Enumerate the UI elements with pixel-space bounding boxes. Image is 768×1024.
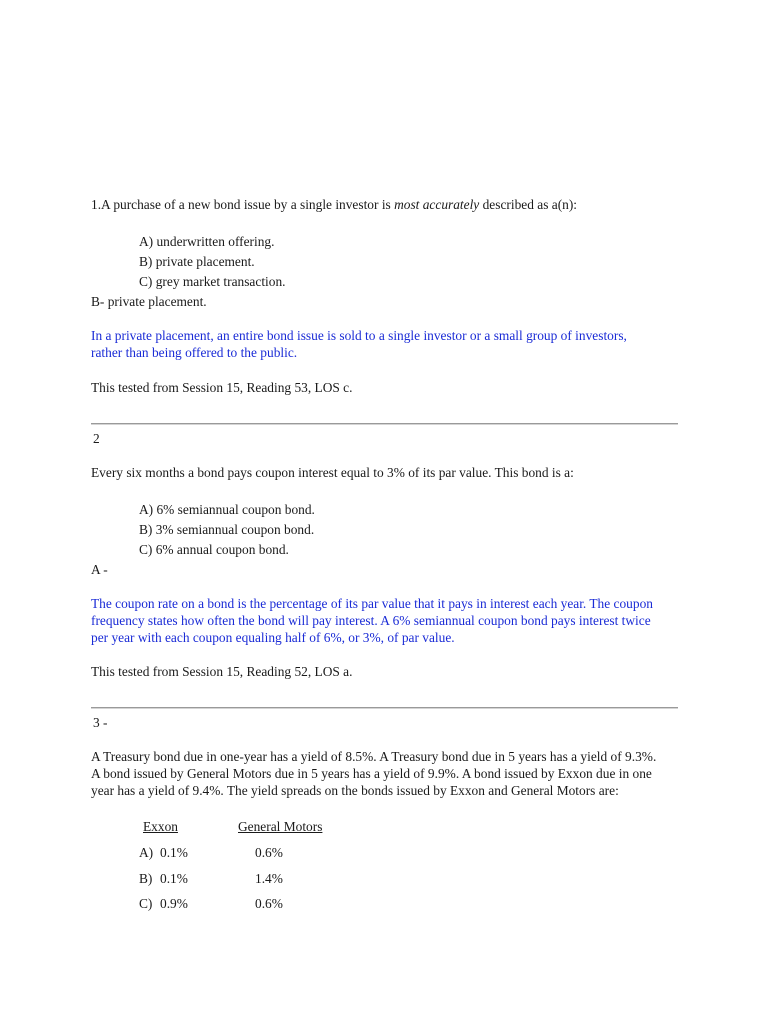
q3-row-gm-c: 0.6%	[255, 896, 283, 911]
q1-tested: This tested from Session 15, Reading 53, LOS c.	[91, 380, 353, 395]
q3-stem-line-3: year has a yield of 9.4%. The yield spreads on the bonds issued by Exxon and General Motors are:	[91, 783, 619, 798]
q3-row-exxon-a: 0.1%	[160, 845, 188, 860]
q2-explanation-line-1: The coupon rate on a bond is the percentage of its par value that it pays in interest each year. The coupon	[91, 596, 653, 611]
q3-row-gm-a: 0.6%	[255, 845, 283, 860]
q3-row-exxon-c: 0.9%	[160, 896, 188, 911]
q1-option-a: A) underwritten offering.	[139, 234, 275, 249]
q3-header-exxon: Exxon	[143, 819, 178, 834]
q3-row-label-a: A)	[139, 845, 154, 860]
divider	[91, 707, 678, 709]
q3-row-exxon-b: 0.1%	[160, 871, 188, 886]
q3-row-label-b: B)	[139, 871, 153, 886]
q3-stem-line-1: A Treasury bond due in one-year has a yield of 8.5%. A Treasury bond due in 5 years has a yield of 9.3%.	[91, 749, 657, 764]
q3-stem-line-2: A bond issued by General Motors due in 5 years has a yield of 9.9%. A bond issued by Exxon due in one	[91, 766, 652, 781]
q2-option-a: A) 6% semiannual coupon bond.	[139, 502, 315, 517]
divider	[91, 423, 678, 425]
q2-number: 2	[93, 431, 100, 446]
q3-row-gm-b: 1.4%	[255, 871, 283, 886]
q2-explanation-line-2: frequency states how often the bond will pay interest. A 6% semiannual coupon bond pays interest twice	[91, 613, 651, 628]
q1-stem	[91, 196, 577, 213]
q1-stem-text: 1.A purchase of a new bond issue by a single investor is	[91, 197, 395, 212]
q1-option-c: C) grey market transaction.	[139, 274, 286, 289]
q1-explanation-line-2: rather than being offered to the public.	[91, 345, 298, 360]
q1-stem-emphasis: most accurately	[394, 197, 480, 212]
q1-answer: B- private placement.	[91, 294, 207, 309]
q1-option-b: B) private placement.	[139, 254, 255, 269]
q2-option-b: B) 3% semiannual coupon bond.	[139, 522, 315, 537]
q3-number: 3 -	[93, 715, 108, 730]
q3-header-gm: General Motors	[238, 819, 323, 834]
q2-tested: This tested from Session 15, Reading 52, LOS a.	[91, 664, 353, 679]
q2-option-c: C) 6% annual coupon bond.	[139, 542, 289, 557]
q3-row-label-c: C)	[139, 896, 153, 911]
q2-answer: A -	[91, 562, 108, 577]
q2-explanation-line-3: per year with each coupon equaling half of 6%, or 3%, of par value.	[91, 630, 455, 645]
q1-stem-text-end: described as a(n):	[479, 197, 578, 212]
q1-explanation-line-1: In a private placement, an entire bond issue is sold to a single investor or a small group of investors,	[91, 328, 627, 343]
q2-stem: Every six months a bond pays coupon interest equal to 3% of its par value. This bond is a:	[91, 465, 574, 480]
